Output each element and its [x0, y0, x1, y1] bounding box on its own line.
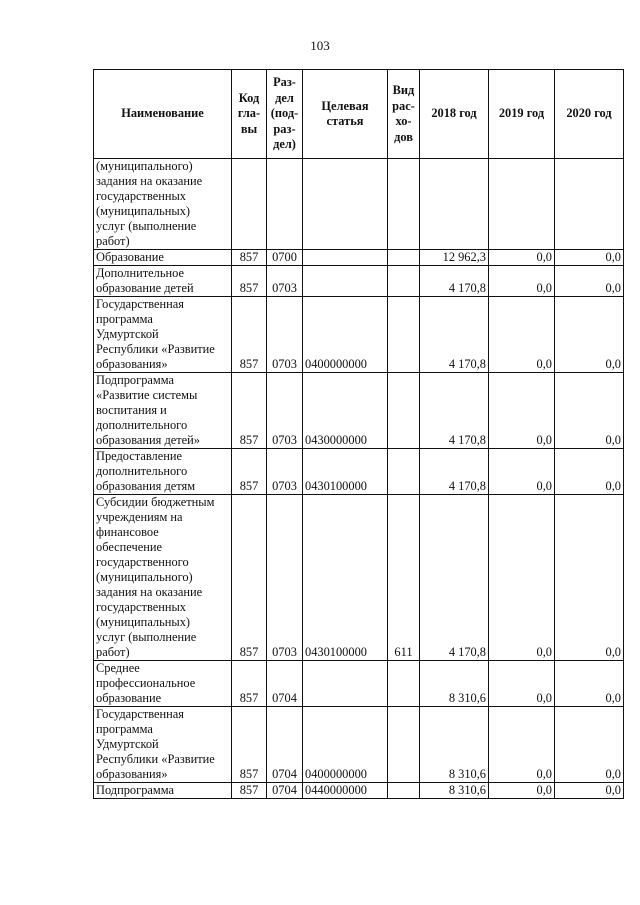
row-2020: 0,0 — [555, 297, 624, 373]
row-name: Среднее профессиональное образование — [94, 661, 232, 707]
table-row — [94, 266, 624, 297]
row-2020: 0,0 — [555, 661, 624, 707]
table-row — [94, 707, 624, 783]
table-row — [94, 783, 624, 799]
header-2020: 2020 год — [555, 70, 624, 159]
row-code: 857 — [232, 707, 267, 783]
row-name: Государственная программа Удмуртской Республики «Развитие образования» — [94, 297, 232, 373]
row-section: 0704 — [267, 661, 303, 707]
table-row — [94, 495, 624, 661]
row-code — [232, 159, 267, 250]
row-2019: 0,0 — [489, 250, 555, 266]
header-row — [94, 70, 624, 159]
row-2019: 0,0 — [489, 449, 555, 495]
row-expense — [388, 250, 420, 266]
row-section: 0704 — [267, 707, 303, 783]
row-code: 857 — [232, 783, 267, 799]
row-2020: 0,0 — [555, 449, 624, 495]
row-section: 0700 — [267, 250, 303, 266]
row-name: (муниципального) задания на оказание государственных (муниципальных) услуг (выполнение работ) — [94, 159, 232, 250]
table-row — [94, 661, 624, 707]
table-row — [94, 449, 624, 495]
row-2020: 0,0 — [555, 783, 624, 799]
row-section — [267, 159, 303, 250]
table-row — [94, 297, 624, 373]
row-section: 0703 — [267, 373, 303, 449]
row-code: 857 — [232, 297, 267, 373]
row-target: 0430000000 — [303, 373, 388, 449]
row-section: 0703 — [267, 495, 303, 661]
header-2018: 2018 год — [420, 70, 489, 159]
row-target: 0400000000 — [303, 707, 388, 783]
row-2019: 0,0 — [489, 373, 555, 449]
header-code: Код гла- вы — [232, 70, 267, 159]
header-name: Наименование — [94, 70, 232, 159]
row-target: 0430100000 — [303, 449, 388, 495]
row-2020: 0,0 — [555, 495, 624, 661]
row-2020: 0,0 — [555, 373, 624, 449]
row-2018: 8 310,6 — [420, 661, 489, 707]
row-2019: 0,0 — [489, 297, 555, 373]
row-2020: 0,0 — [555, 707, 624, 783]
row-name: Подпрограмма — [94, 783, 232, 799]
row-expense: 611 — [388, 495, 420, 661]
row-2019: 0,0 — [489, 783, 555, 799]
row-code: 857 — [232, 495, 267, 661]
row-section: 0703 — [267, 266, 303, 297]
row-code: 857 — [232, 250, 267, 266]
row-2020 — [555, 159, 624, 250]
header-2019: 2019 год — [489, 70, 555, 159]
row-2018: 4 170,8 — [420, 266, 489, 297]
row-2018: 4 170,8 — [420, 373, 489, 449]
row-2020: 0,0 — [555, 250, 624, 266]
row-2018: 8 310,6 — [420, 783, 489, 799]
row-2018: 4 170,8 — [420, 297, 489, 373]
row-target: 0440000000 — [303, 783, 388, 799]
row-target — [303, 661, 388, 707]
row-2019: 0,0 — [489, 661, 555, 707]
row-name: Предоставление дополнительного образования детям — [94, 449, 232, 495]
row-expense — [388, 373, 420, 449]
row-name: Дополнительное образование детей — [94, 266, 232, 297]
row-target — [303, 266, 388, 297]
table-row — [94, 250, 624, 266]
row-2018: 8 310,6 — [420, 707, 489, 783]
header-expense: Вид рас- хо- дов — [388, 70, 420, 159]
row-expense — [388, 783, 420, 799]
table-row — [94, 373, 624, 449]
row-2019 — [489, 159, 555, 250]
row-code: 857 — [232, 661, 267, 707]
row-expense — [388, 449, 420, 495]
header-target: Целевая статья — [303, 70, 388, 159]
table-row — [94, 159, 624, 250]
row-expense — [388, 159, 420, 250]
row-name: Подпрограмма «Развитие системы воспитания и дополнительного образования детей» — [94, 373, 232, 449]
page-number: 103 — [310, 38, 330, 53]
header-section: Раз- дел (под- раз- дел) — [267, 70, 303, 159]
row-target — [303, 250, 388, 266]
row-target — [303, 159, 388, 250]
row-code: 857 — [232, 449, 267, 495]
row-code: 857 — [232, 373, 267, 449]
row-2019: 0,0 — [489, 707, 555, 783]
row-2018: 4 170,8 — [420, 495, 489, 661]
row-section: 0704 — [267, 783, 303, 799]
row-expense — [388, 707, 420, 783]
row-2018 — [420, 159, 489, 250]
row-2019: 0,0 — [489, 495, 555, 661]
row-target: 0430100000 — [303, 495, 388, 661]
row-2019: 0,0 — [489, 266, 555, 297]
row-name: Образование — [94, 250, 232, 266]
row-2018: 12 962,3 — [420, 250, 489, 266]
row-name: Субсидии бюджетным учреждениям на финансовое обеспечение государственного (муниципального) задания на оказание государственных (муниципальных) услуг (выполнение работ) — [94, 495, 232, 661]
row-section: 0703 — [267, 449, 303, 495]
row-code: 857 — [232, 266, 267, 297]
row-expense — [388, 661, 420, 707]
budget-table — [93, 69, 624, 799]
row-2018: 4 170,8 — [420, 449, 489, 495]
row-section: 0703 — [267, 297, 303, 373]
row-name: Государственная программа Удмуртской Республики «Развитие образования» — [94, 707, 232, 783]
row-expense — [388, 297, 420, 373]
row-expense — [388, 266, 420, 297]
row-target: 0400000000 — [303, 297, 388, 373]
row-2020: 0,0 — [555, 266, 624, 297]
